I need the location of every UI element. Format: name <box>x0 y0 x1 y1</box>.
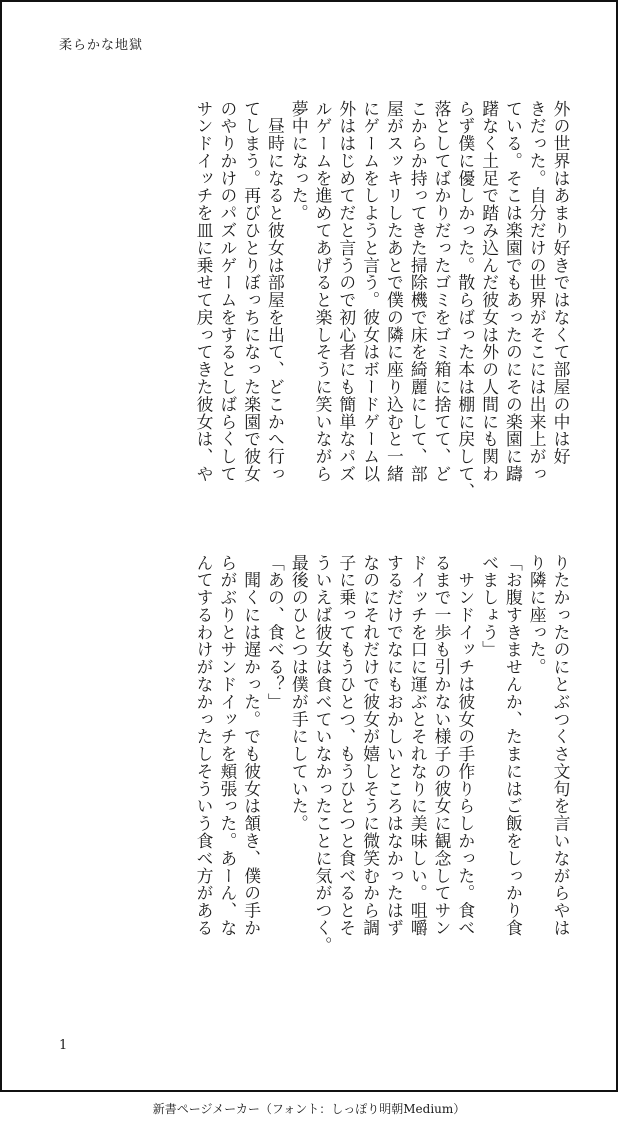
text-line: 「あの、食べる？」 <box>265 554 286 711</box>
text-line: にゲームをしようと言う。彼女はボードゲーム以 <box>360 100 381 483</box>
text-line: なのにそれだけで彼女が嬉しそうに微笑むから調 <box>360 554 381 937</box>
text-line: するだけでなにもおかしいところはなかったはず <box>384 554 405 937</box>
text-line: ドイッチを口に運ぶとそれなりに美味しい。咀嚼 <box>408 554 429 937</box>
text-block-bottom <box>192 554 573 1004</box>
footer-credit: 新書ページメーカー（フォント：しっぽり明朝Medium） <box>152 1102 466 1116</box>
text-line: 昼時になると彼女は部屋を出て、どこかへ行っ <box>265 100 286 483</box>
text-line: べましょう」 <box>479 554 500 659</box>
text-line: 「お腹すきませんか、たまにはご飯をしっかり食 <box>503 554 524 937</box>
text-line: てしまう。再びひとりぼっちになった楽園で彼女 <box>241 100 262 483</box>
text-line: 外の世界はあまり好きではなくて部屋の中は好 <box>551 100 571 466</box>
text-line: 最後のひとつは僕が手にしていた。 <box>289 554 310 833</box>
text-line: サンドイッチを皿に乗せて戻ってきた彼女は、や <box>194 100 215 483</box>
running-title: 柔らかな地獄 <box>59 38 144 53</box>
text-line: らず僕に優しかった。散らばった本は棚に戻して、 <box>455 100 476 500</box>
text-line: んてするわけがなかったしそういう食べ方がある <box>194 554 215 937</box>
text-line: きだった。自分だけの世界がそこには出来上がっ <box>527 100 548 483</box>
text-line: のやりかけのパズルゲームをするとしばらくして <box>217 100 238 483</box>
text-line: ルゲームを進めてあげると楽しそうに笑いながら <box>313 100 334 483</box>
text-line: 子に乗ってもうひとつ、もうひとつと食べるとそ <box>336 554 357 937</box>
text-line: サンドイッチは彼女の手作りらしかった。食べ <box>455 554 476 937</box>
text-line: るまで一歩も引かない様子の彼女に観念してサン <box>432 554 453 937</box>
text-line: こからか持ってきた掃除機で床を綺麗にして、部 <box>408 100 429 483</box>
text-line: 躇なく土足で踏み込んだ彼女は外の人間にも関わ <box>479 100 500 483</box>
text-line: 外ははじめてだと言うので初心者にも簡単なパズ <box>336 100 357 483</box>
text-line: ういえば彼女は食べていなかったことに気がつく。 <box>313 554 334 954</box>
text-block-top <box>192 100 573 550</box>
text-line: 夢中になった。 <box>289 100 310 222</box>
text-line: らがぶりとサンドイッチを頬張った。あーん、な <box>217 554 238 937</box>
text-line: 聞くには遅かった。でも彼女は頷き、僕の手か <box>241 554 262 937</box>
text-line: 屋がスッキリしたあとで僕の隣に座り込むと一緒 <box>384 100 405 483</box>
text-line: ている。そこは楽園でもあったのにその楽園に躊 <box>503 100 524 483</box>
text-line: り隣に座った。 <box>527 554 548 676</box>
text-line: りたかったのにとぶつくさ文句を言いながらやは <box>551 554 571 937</box>
text-line: 落としてばかりだったゴミをゴミ箱に捨てて、ど <box>432 100 453 483</box>
page-number: 1 <box>59 1038 68 1053</box>
